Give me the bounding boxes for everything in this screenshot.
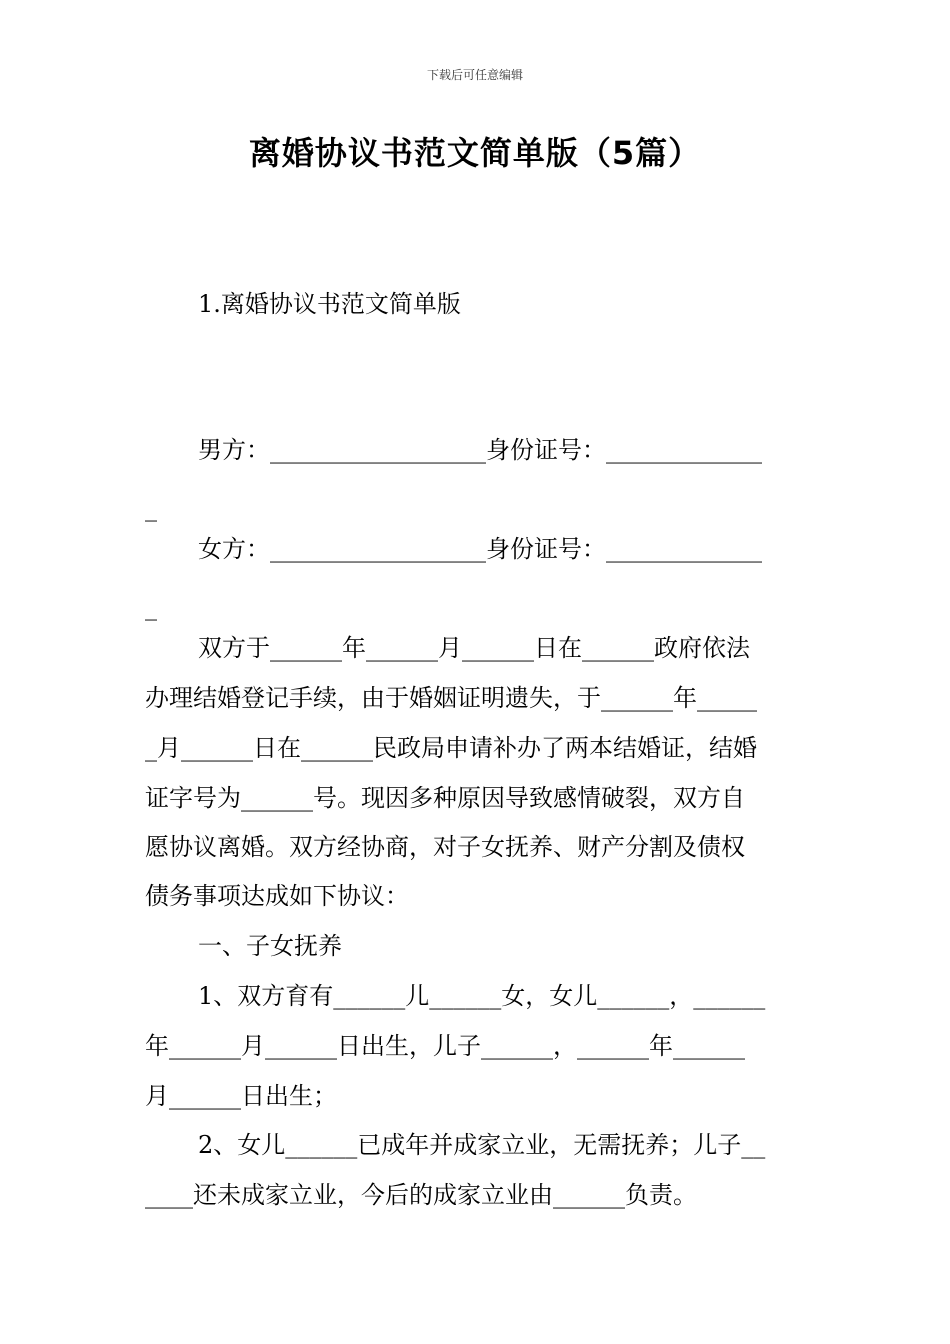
male-party-line-continued: _ — [145, 494, 157, 522]
paragraph-line: 愿协议离婚。双方经协商，对子女抚养、财产分割及债权 — [145, 833, 745, 861]
female-party-line: 女方：__________________身份证号：_____________ — [198, 535, 762, 563]
section-heading: 1.离婚协议书范文简单版 — [198, 290, 461, 318]
paragraph-line: _月______日在______民政局申请补办了两本结婚证，结婚 — [145, 734, 757, 762]
clause-1-line: 月______日出生； — [145, 1082, 337, 1110]
male-party-line: 男方：__________________身份证号：_____________ — [198, 436, 762, 464]
clause-2-line: ____还未成家立业，今后的成家立业由______负责。 — [145, 1181, 697, 1209]
paragraph-line: 证字号为______号。现因多种原因导致感情破裂，双方自 — [145, 784, 745, 812]
subsection-heading: 一、子女抚养 — [198, 932, 342, 960]
clause-2-line: 2、女儿______已成年并成家立业，无需抚养；儿子__ — [198, 1131, 766, 1159]
paragraph-line: 债务事项达成如下协议： — [145, 882, 409, 910]
paragraph-line: 办理结婚登记手续，由于婚姻证明遗失，于______年_____ — [145, 684, 757, 712]
header-note: 下载后可任意编辑 — [426, 68, 523, 82]
document-title: 离婚协议书范文简单版（5篇） — [248, 134, 702, 172]
clause-1-line: 年______月______日出生，儿子______，______年______ — [145, 1032, 745, 1060]
female-party-line-continued: _ — [145, 593, 157, 621]
paragraph-line: 双方于______年______月______日在______政府依法 — [198, 634, 750, 662]
clause-1-line: 1、双方育有______儿______女，女儿______，______ — [198, 982, 766, 1010]
